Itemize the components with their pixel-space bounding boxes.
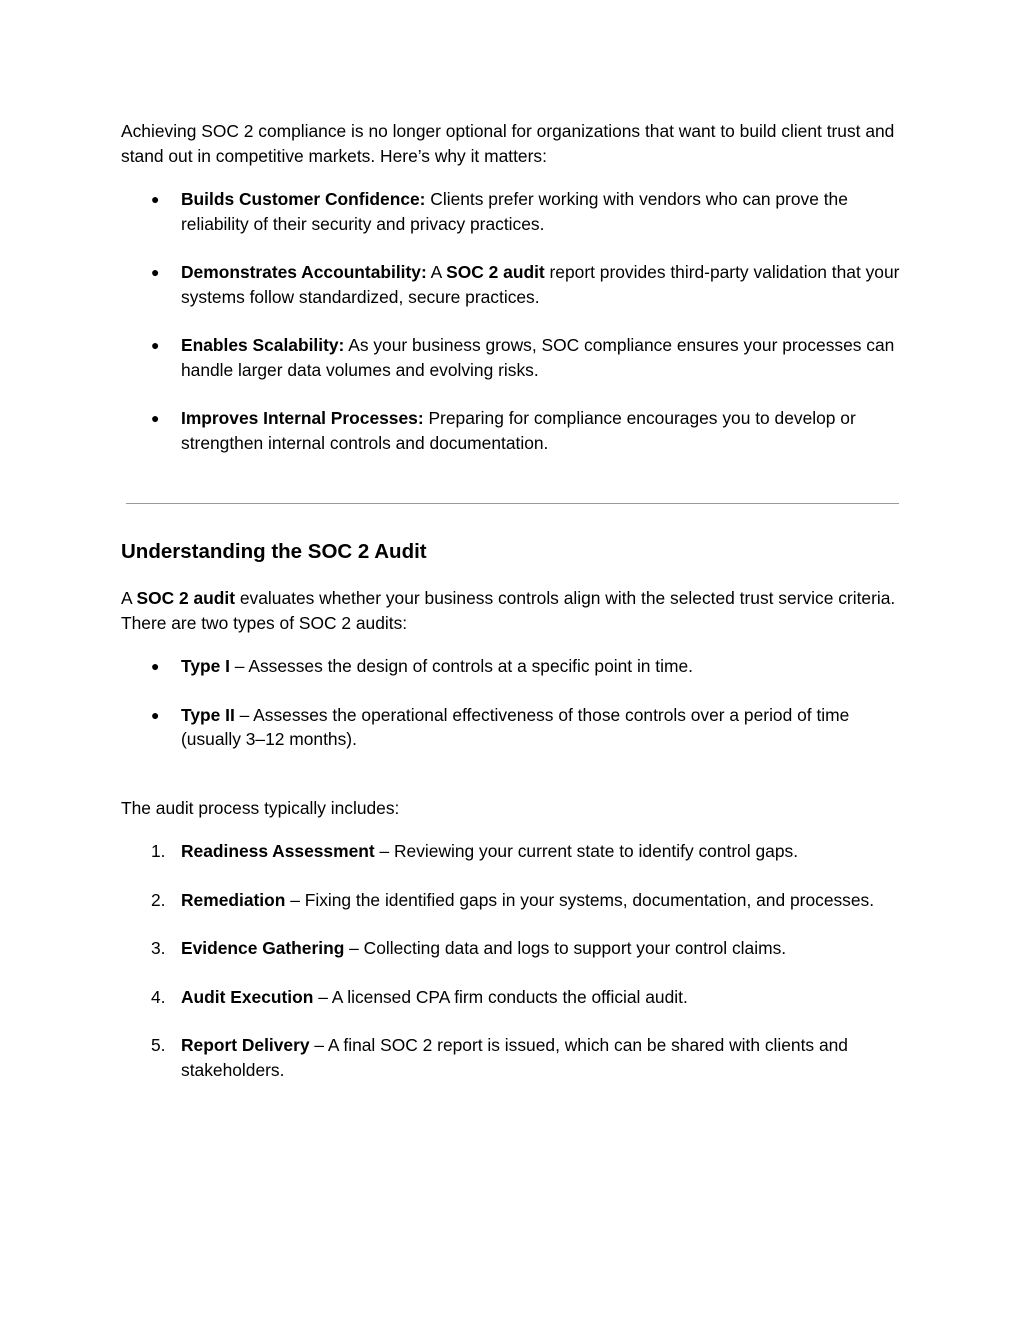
list-item — [121, 703, 911, 752]
type-text: – Assesses the operational effectiveness of those controls over a period of time (usually 3–12 months). — [181, 704, 850, 749]
step-number: 2. — [151, 889, 166, 910]
step-term: Evidence Gathering — [181, 938, 345, 958]
benefit-text: Preparing for compliance encourages you to develop or strengthen internal controls and documentation. — [181, 408, 856, 453]
list-item — [121, 936, 911, 961]
list-item — [121, 187, 911, 236]
benefit-bold-phrase: SOC 2 audit — [446, 262, 545, 282]
step-term: Audit Execution — [181, 986, 314, 1007]
section-heading: Understanding the SOC 2 Audit — [121, 540, 427, 563]
list-item — [121, 333, 911, 382]
benefit-term: Builds Customer Confidence: — [181, 189, 426, 209]
type-term: Type I — [181, 656, 230, 676]
section-paragraph — [121, 586, 911, 635]
benefit-text: Clients prefer working with vendors who can prove the reliability of their security and privacy practices. — [181, 189, 848, 234]
step-text: – Fixing the identified gaps in your systems, documentation, and processes. — [285, 889, 875, 910]
benefits-list — [121, 187, 911, 455]
step-term: Report Delivery — [181, 1035, 310, 1055]
benefit-term: Enables Scalability: — [181, 335, 345, 355]
step-term: Readiness Assessment — [181, 841, 375, 861]
bullet-icon: ● — [151, 410, 160, 426]
benefit-term: Demonstrates Accountability: — [181, 262, 427, 282]
step-text: – Reviewing your current state to identify control gaps. — [374, 841, 799, 861]
step-number: 5. — [151, 1035, 166, 1055]
step-term: Remediation — [181, 889, 286, 910]
step-number: 4. — [151, 986, 166, 1007]
benefit-text: As your business grows, SOC compliance ensures your processes can handle larger data volumes and evolving risks. — [181, 335, 895, 380]
para-bold-phrase: SOC 2 audit — [136, 588, 236, 608]
list-item — [121, 985, 911, 1010]
bullet-icon: ● — [151, 264, 160, 280]
step-text: – A licensed CPA firm conducts the official audit. — [313, 986, 688, 1007]
step-text: – Collecting data and logs to support your control claims. — [344, 938, 787, 958]
process-intro: The audit process typically includes: — [121, 797, 400, 818]
list-item — [121, 1033, 911, 1082]
step-text: – A final SOC 2 report is issued, which can be shared with clients and stakeholders. — [181, 1035, 848, 1080]
list-item — [121, 654, 911, 679]
step-number: 1. — [151, 841, 166, 861]
bullet-icon: ● — [151, 658, 160, 674]
audit-steps-list — [121, 839, 911, 1082]
bullet-icon: ● — [151, 706, 160, 723]
document-page — [121, 119, 911, 1082]
step-number: 3. — [151, 938, 166, 958]
list-item — [121, 888, 911, 913]
audit-types-list — [121, 654, 911, 752]
horizontal-divider — [126, 503, 899, 504]
list-item — [121, 839, 911, 864]
intro-paragraph: Achieving SOC 2 compliance is no longer optional for organizations that want to build client trust and stand out in competitive markets. Here’s why it matters: — [121, 121, 895, 166]
bullet-icon: ● — [151, 337, 160, 353]
para-pre: A — [121, 588, 137, 608]
list-item — [121, 406, 911, 455]
type-text: – Assesses the design of controls at a specific point in time. — [229, 656, 693, 676]
type-term: Type II — [181, 704, 235, 725]
benefit-pre: A — [426, 262, 447, 282]
bullet-icon: ● — [151, 191, 160, 207]
para-post: evaluates whether your business controls align with the selected trust service criteria. There are two types of SOC 2 audits: — [121, 588, 896, 633]
benefit-text: report provides third-party validation that your systems follow standardized, secure practices. — [181, 262, 900, 307]
list-item — [121, 260, 911, 309]
benefit-term: Improves Internal Processes: — [181, 408, 424, 428]
